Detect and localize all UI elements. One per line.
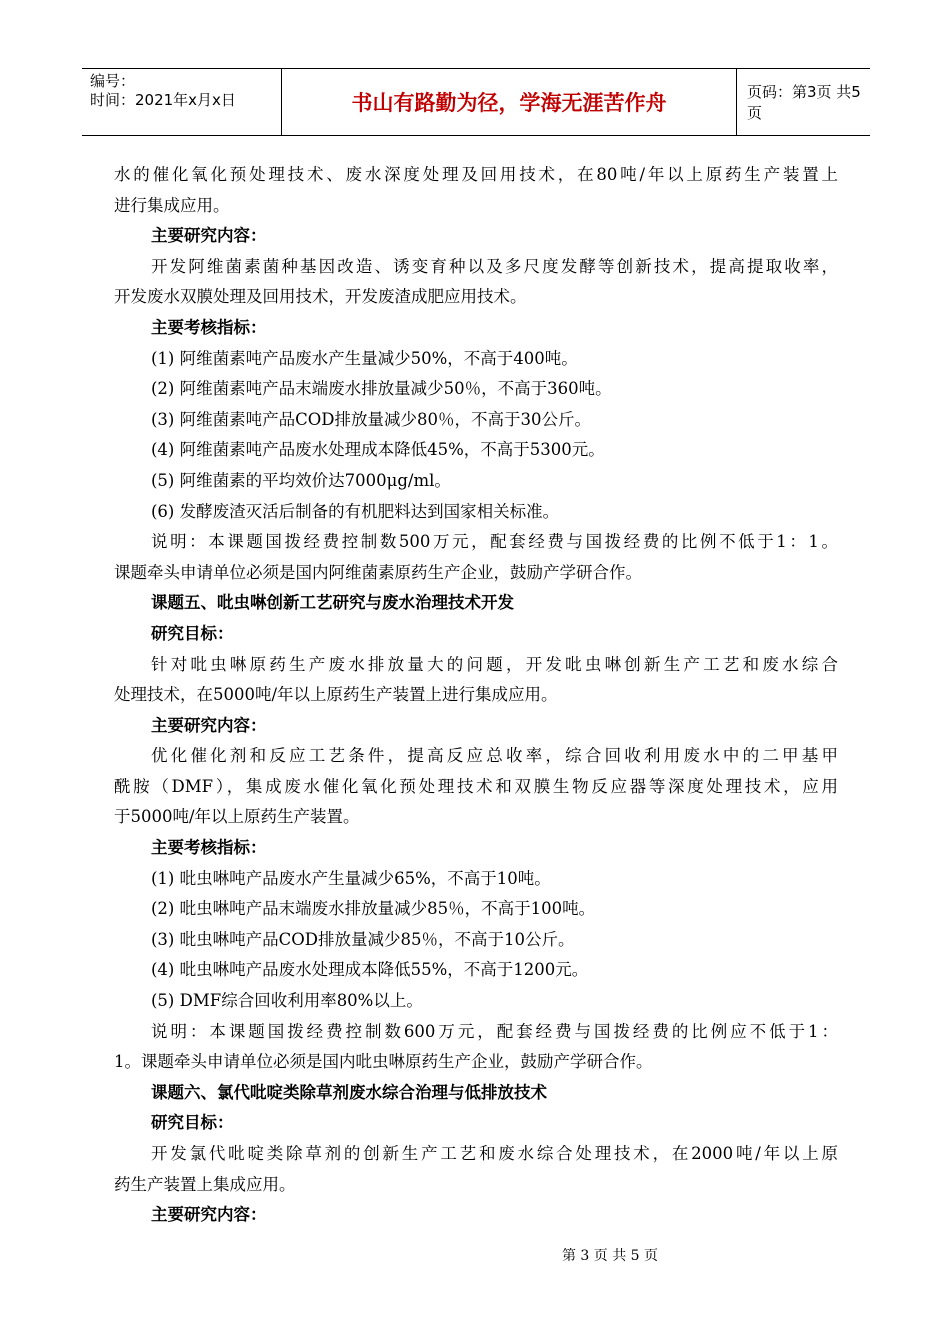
body-line: 酰胺（DMF），集成废水催化氧化预处理技术和双膜生物反应器等深度处理技术，应用: [114, 776, 838, 796]
body-line: 水的催化氧化预处理技术、废水深度处理及回用技术，在80吨/年以上原药生产装置上: [114, 165, 838, 184]
time-label: 时间：2021年x月x日: [90, 91, 236, 109]
page-header: [82, 68, 870, 136]
body-line: 课题牵头申请单位必须是国内阿维菌素原药生产企业，鼓励产学研合作。: [114, 562, 642, 582]
body-line: 进行集成应用。: [114, 195, 230, 215]
page-footer: 第 3 页 共 5 页: [561, 1248, 659, 1264]
list-item: (6) 发酵废渣灭活后制备的有机肥料达到国家相关标准。: [151, 501, 560, 521]
section-heading: 研究目标：: [151, 1113, 234, 1133]
header-motto: 书山有路勤为径，学海无涯苦作舟: [282, 69, 737, 135]
list-item: (2) 吡虫啉吨产品末端废水排放量减少85％，不高于100吨。: [151, 899, 596, 919]
list-item: (5) 阿维菌素的平均效价达7000μg/ml。: [151, 470, 451, 490]
list-item: (5) DMF综合回收利用率80%以上。: [151, 991, 423, 1011]
section-heading: 主要考核指标：: [151, 838, 267, 858]
list-item: (3) 阿维菌素吨产品COD排放量减少80％，不高于30公斤。: [151, 409, 591, 429]
header-page-number: 页码：第3页 共5页: [747, 83, 861, 122]
body-line: 药生产装置上集成应用。: [114, 1174, 296, 1194]
list-item: (4) 吡虫啉吨产品废水处理成本降低55%，不高于1200元。: [151, 960, 589, 980]
document-body: [114, 160, 838, 1231]
topic-heading: 课题六、氯代吡啶类除草剂废水综合治理与低排放技术: [151, 1082, 547, 1102]
body-line: 说明：本课题国拨经费控制数500万元，配套经费与国拨经费的比例不低于1：1。: [151, 532, 838, 552]
body-line: 优化催化剂和反应工艺条件，提高反应总收率，综合回收利用废水中的二甲基甲: [151, 746, 838, 766]
body-line: 针对吡虫啉原药生产废水排放量大的问题，开发吡虫啉创新生产工艺和废水综合: [151, 654, 838, 674]
body-line: 开发氯代吡啶类除草剂的创新生产工艺和废水综合处理技术，在2000吨/年以上原: [151, 1144, 838, 1163]
list-item: (2) 阿维菌素吨产品末端废水排放量减少50％，不高于360吨。: [151, 379, 612, 399]
list-item: (1) 阿维菌素吨产品废水产生量减少50%，不高于400吨。: [151, 348, 578, 368]
header-meta: [82, 69, 282, 135]
body-line: 于5000吨/年以上原药生产装置。: [114, 807, 360, 827]
list-item: (3) 吡虫啉吨产品COD排放量减少85％，不高于10公斤。: [151, 929, 575, 949]
section-heading: 研究目标：: [151, 623, 234, 643]
body-line: 处理技术，在5000吨/年以上原药生产装置上进行集成应用。: [114, 685, 558, 705]
list-item: (1) 吡虫啉吨产品废水产生量减少65%，不高于10吨。: [151, 868, 551, 888]
body-line: 说明：本课题国拨经费控制数600万元，配套经费与国拨经费的比例应不低于1：: [151, 1021, 838, 1041]
section-heading: 主要考核指标：: [151, 317, 267, 337]
section-heading: 主要研究内容：: [151, 1205, 267, 1225]
section-heading: 主要研究内容：: [151, 715, 267, 735]
body-line: 1。课题牵头申请单位必须是国内吡虫啉原药生产企业，鼓励产学研合作。: [114, 1052, 653, 1072]
body-line: 开发阿维菌素菌种基因改造、诱变育种以及多尺度发酵等创新技术，提高提取收率，: [151, 256, 838, 276]
body-line: 开发废水双膜处理及回用技术，开发废渣成肥应用技术。: [114, 287, 527, 307]
topic-heading: 课题五、吡虫啉创新工艺研究与废水治理技术开发: [151, 593, 514, 613]
section-heading: 主要研究内容：: [151, 226, 267, 246]
list-item: (4) 阿维菌素吨产品废水处理成本降低45%，不高于5300元。: [151, 440, 605, 460]
number-label: 编号：: [90, 72, 136, 90]
